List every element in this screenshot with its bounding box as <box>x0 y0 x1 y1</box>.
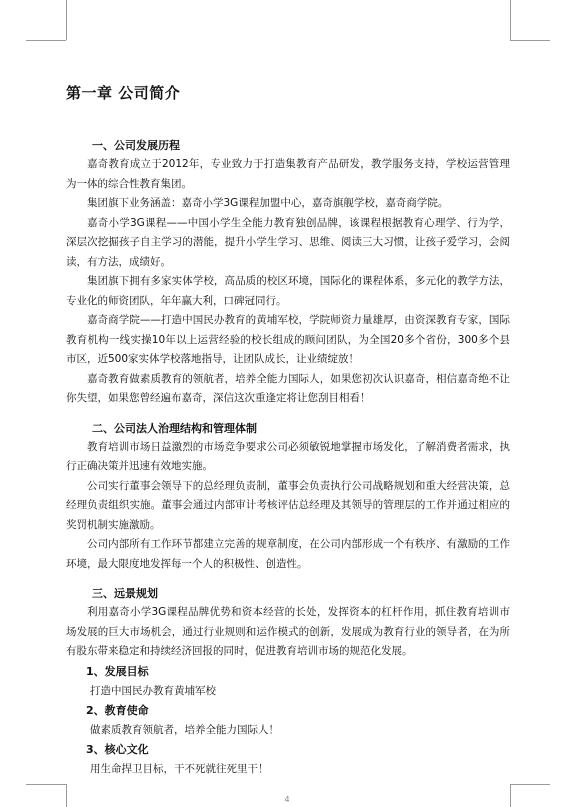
paragraph: 公司实行董事会领导下的总经理负责制，董事会负责执行公司战略规划和重大经营决策，总经理负责组织实施。董事会通过内部审计考核评估总经理及其领导的管理层的工作并通过相应的奖罚机制实施激励。 <box>66 479 510 531</box>
crop-mark-bottom-right-horizontal <box>510 784 550 785</box>
crop-mark-bottom-left-horizontal <box>26 784 66 785</box>
subsection-text-mission: 做素质教育领航者，培养全能力国际人！ <box>90 723 279 736</box>
paragraph: 集团旗下拥有多家实体学校，高品质的校区环境，国际化的课程体系，多元化的教学方法，专业化的师资团队，年年赢大利，口碑冠同行。 <box>66 275 510 307</box>
paragraph: 教育培训市场日益激烈的市场竞争要求公司必须敏锐地掌握市场发化，了解消费者需求，执行正确决策并迅速有效地实施。 <box>66 440 510 472</box>
subsection-heading-goal: 1、发展目标 <box>86 664 149 678</box>
subsection-text-culture: 用生命捍卫目标，干不死就往死里干！ <box>90 762 269 775</box>
paragraph: 公司内部所有工作环节都建立完善的规章制度，在公司内部形成一个有秩序、有激励的工作环境，最大限度地发挥每一个人的积极性、创造性。 <box>66 538 510 570</box>
document-body <box>66 82 510 779</box>
crop-mark-top-left-horizontal <box>26 40 66 41</box>
subsection-heading-mission: 2、教育使命 <box>86 703 149 717</box>
section-heading-history: 一、公司发展历程 <box>92 139 180 152</box>
crop-mark-top-right-horizontal <box>510 40 550 41</box>
paragraph: 嘉奇小学3G课程——中国小学生全能力教育独创品牌，该课程根据教育心理学、行为学，深层次挖掘孩子自主学习的潜能，提升小学生学习、思维、阅读三大习惯，让孩子爱学习，会阅读，有方法，成绩好。 <box>66 216 510 268</box>
crop-mark-top-left-vertical <box>66 0 67 40</box>
chapter-title: 第一章 公司简介 <box>66 84 181 102</box>
section-heading-governance: 二、公司法人治理结构和管理体制 <box>92 421 257 435</box>
crop-mark-top-right-vertical <box>510 0 511 40</box>
subsection-text-goal: 打造中国民办教育黄埔军校 <box>90 684 216 697</box>
paragraph: 嘉奇教育成立于2012年，专业致力于打造集教育产品研发，教学服务支持，学校运营管理为一体的综合性教育集团。 <box>66 158 510 190</box>
paragraph: 利用嘉奇小学3G课程品牌优势和资本经营的长处，发挥资本的杠杆作用，抓住教育培训市场发展的巨大市场机会，通过行业规则和运作模式的创新，发展成为教育行业的领导者，在为所有股东带来稳定和持续经济回报的同时，促进教育培训市场的规范化发展。 <box>66 606 510 657</box>
paragraph: 集团旗下业务涵盖：嘉奇小学3G课程加盟中心，嘉奇旗舰学校，嘉奇商学院。 <box>87 197 449 209</box>
paragraph: 嘉奇教育做素质教育的领航者，培养全能力国际人，如果您初次认识嘉奇，相信嘉奇绝不让你失望，如果您曾经遍布嘉奇，深信这次重逢定将让您刮目相看！ <box>66 372 510 404</box>
page-number: 4 <box>284 795 290 804</box>
paragraph: 嘉奇商学院——打造中国民办教育的黄埔军校，学院师资力量雄厚，由资深教育专家，国际教育机构一线实操10年以上运营经验的校长组成的顾问团队，为全国20多个省份，300多个县市区，近500家实体学校落地指导，让团队成长，让业绩绽放！ <box>66 314 510 365</box>
section-heading-vision: 三、远景规划 <box>92 587 158 600</box>
subsection-heading-culture: 3、核心文化 <box>86 742 149 756</box>
